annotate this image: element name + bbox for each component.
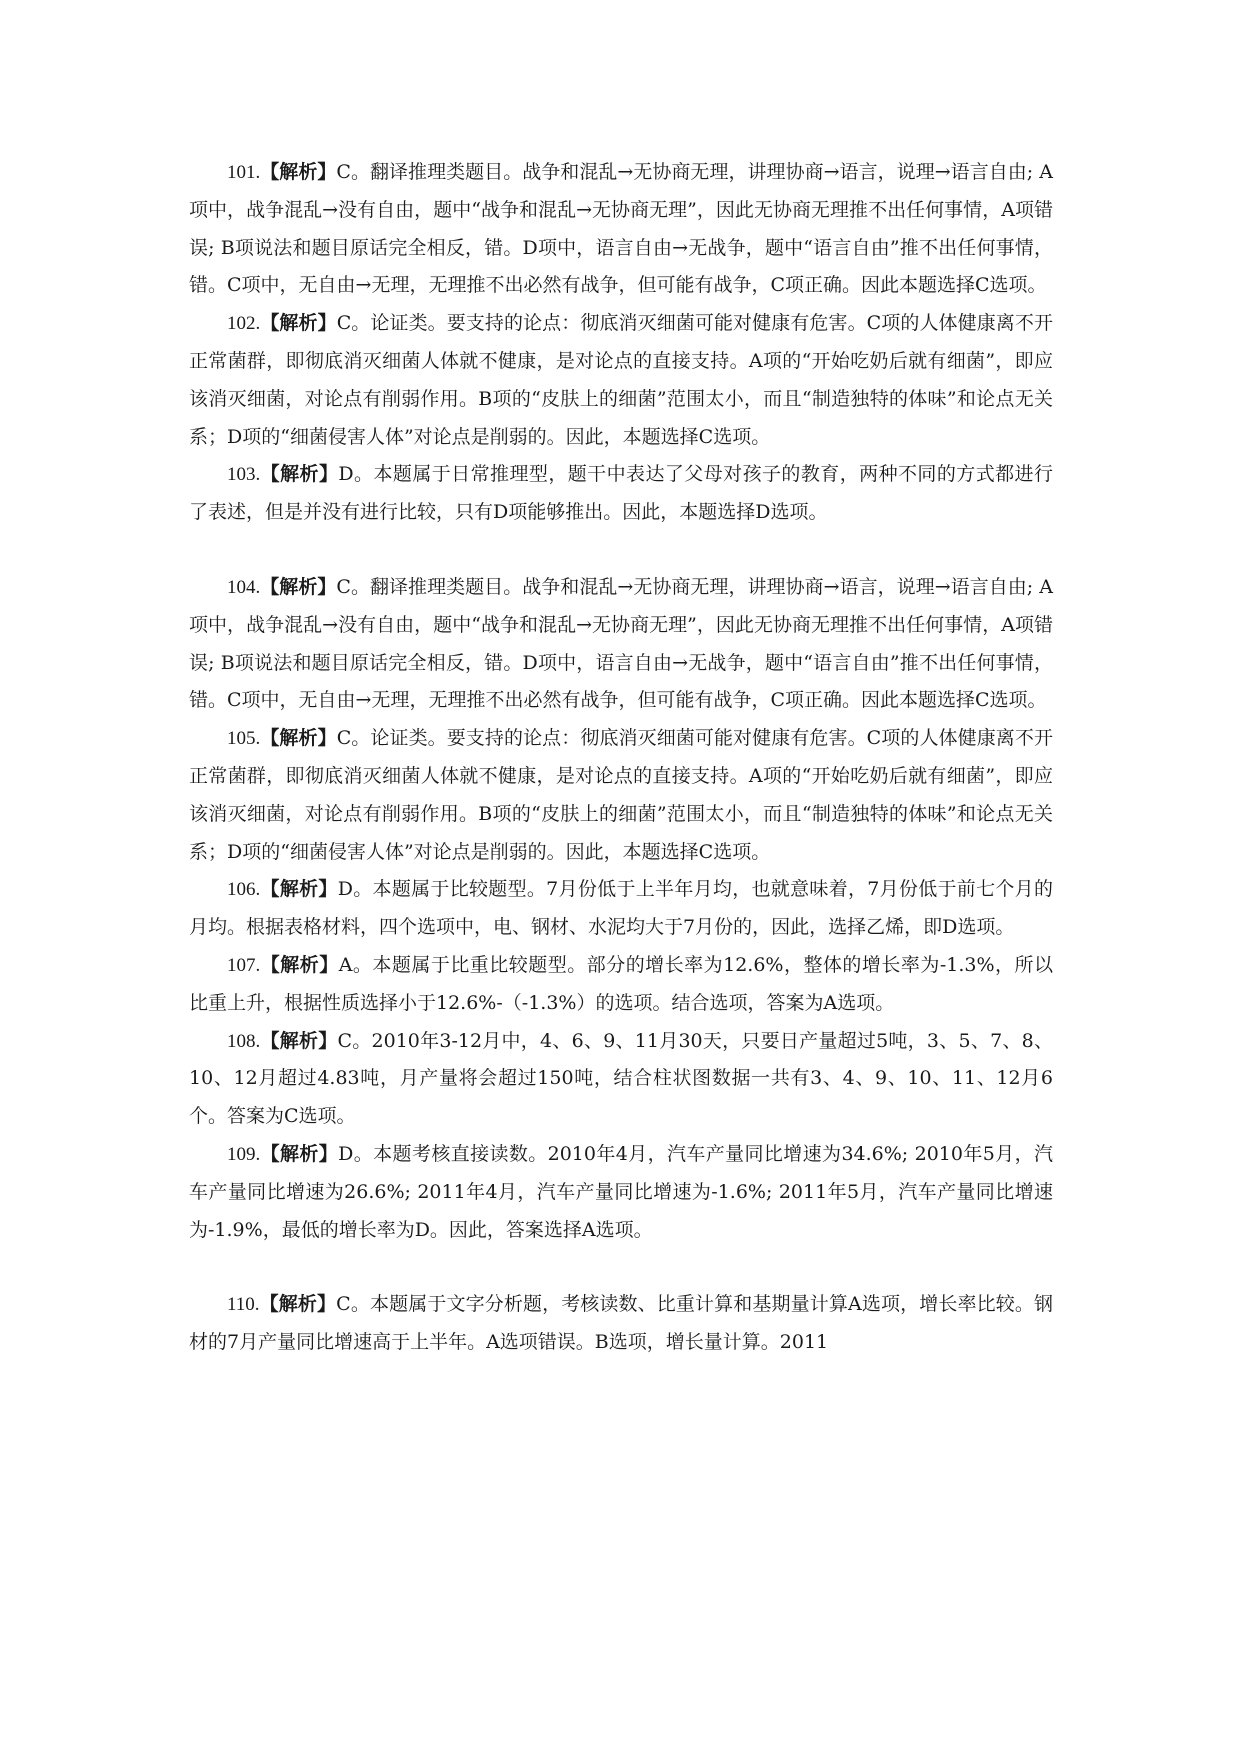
analysis-text: C。翻译推理类题目。战争和混乱→无协商无理，讲理协商→语言，说理→语言自由; A项中，战争混乱→没有自由，题中“战争和混乱→无协商无理”，因此无协商无理推不出任何事情，A项错误; B项说法和题目原话完全相反，错。D项中，语言自由→无战争，题中“语言自由”推不出任何事情，错。C项中，无自由→无理，无理推不出必然有战争，但可能有战争，C项正确。因此本题选择C选项。 (189, 575, 1053, 712)
question-number: 104. (227, 576, 261, 598)
question-number: 108. (227, 1030, 261, 1052)
analysis-tag: 【解析】 (259, 1293, 337, 1316)
question-number: 101. (227, 162, 261, 183)
question-number: 107. (227, 954, 261, 976)
analysis-text: C。论证类。要支持的论点：彻底消灭细菌可能对健康有危害。C项的人体健康离不开正常菌群，即彻底消灭细菌人体就不健康，是对论点的直接支持。A项的“开始吃奶后就有细菌”，即应该消灭细菌，对论点有削弱作用。B项的“皮肤上的细菌”范围太小，而且“制造独特的体味”和论点无关系；D项的“细菌侵害人体”对论点是削弱的。因此，本题选择C选项。 (189, 312, 1053, 448)
analysis-tag: 【解析】 (260, 575, 337, 598)
answer-paragraph-102 (189, 305, 1053, 456)
answer-paragraph-104 (189, 569, 1053, 720)
analysis-text: C。本题属于文字分析题，考核读数、比重计算和基期量计算A选项，增长率比较。钢材的7月产量同比增速高于上半年。A选项错误。B选项，增长量计算。2011 (189, 1293, 1053, 1354)
answer-paragraph-109 (189, 1136, 1053, 1249)
answer-paragraph-101 (189, 154, 1053, 305)
analysis-tag: 【解析】 (260, 953, 339, 976)
answer-paragraph-110 (189, 1286, 1053, 1362)
document-page (189, 154, 1053, 1362)
answer-paragraph-108 (189, 1023, 1053, 1136)
analysis-text: C。翻译推理类题目。战争和混乱→无协商无理，讲理协商→语言，说理→语言自由; A项中，战争混乱→没有自由，题中“战争和混乱→无协商无理”，因此无协商无理推不出任何事情，A项错误; B项说法和题目原话完全相反，错。D项中，语言自由→无战争，题中“语言自由”推不出任何事情，错。C项中，无自由→无理，无理推不出必然有战争，但可能有战争，C项正确。因此本题选择C选项。 (189, 161, 1053, 297)
analysis-text: C。2010年3-12月中，4、6、9、11月30天，只要日产量超过5吨，3、5、7、8、10、12月超过4.83吨，月产量将会超过150吨，结合柱状图数据一共有3、4、9、10、11、12月6个。答案为C选项。 (189, 1029, 1053, 1128)
question-number: 110. (227, 1294, 260, 1316)
analysis-text: D。本题属于比较题型。7月份低于上半年月均，也就意味着，7月份低于前七个月的月均。根据表格材料，四个选项中，电、钢材、水泥均大于7月份的，因此，选择乙烯，即D选项。 (189, 878, 1053, 939)
analysis-tag: 【解析】 (260, 1029, 338, 1052)
question-number: 102. (227, 313, 261, 335)
question-number: 103. (227, 464, 261, 486)
analysis-tag: 【解析】 (260, 312, 337, 335)
answer-paragraph-105 (189, 720, 1053, 871)
question-number: 109. (227, 1143, 261, 1165)
analysis-tag: 【解析】 (260, 727, 337, 750)
analysis-tag: 【解析】 (260, 1142, 339, 1165)
analysis-tag: 【解析】 (260, 878, 338, 901)
analysis-text: D。本题属于日常推理型，题干中表达了父母对孩子的教育，两种不同的方式都进行了表述，但是并没有进行比较，只有D项能够推出。因此，本题选择D选项。 (189, 463, 1053, 524)
analysis-tag: 【解析】 (260, 463, 339, 486)
analysis-text: A。本题属于比重比较题型。部分的增长率为12.6%，整体的增长率为-1.3%，所以比重上升，根据性质选择小于12.6%-（-1.3%）的选项。结合选项，答案为A选项。 (189, 953, 1053, 1014)
answer-paragraph-106 (189, 871, 1053, 947)
answer-paragraph-103 (189, 456, 1053, 532)
analysis-tag: 【解析】 (260, 161, 337, 183)
question-number: 105. (227, 728, 261, 750)
question-number: 106. (227, 879, 261, 901)
analysis-text: D。本题考核直接读数。2010年4月，汽车产量同比增速为34.6%; 2010年5月，汽车产量同比增速为26.6%; 2011年4月，汽车产量同比增速为-1.6%; 2011年5月，汽车产量同比增速为-1.9%，最低的增长率为D。因此，答案选择A选项。 (189, 1142, 1053, 1241)
analysis-text: C。论证类。要支持的论点：彻底消灭细菌可能对健康有危害。C项的人体健康离不开正常菌群，即彻底消灭细菌人体就不健康，是对论点的直接支持。A项的“开始吃奶后就有细菌”，即应该消灭细菌，对论点有削弱作用。B项的“皮肤上的细菌”范围太小，而且“制造独特的体味”和论点无关系；D项的“细菌侵害人体”对论点是削弱的。因此，本题选择C选项。 (189, 727, 1053, 863)
answer-paragraph-107 (189, 947, 1053, 1023)
